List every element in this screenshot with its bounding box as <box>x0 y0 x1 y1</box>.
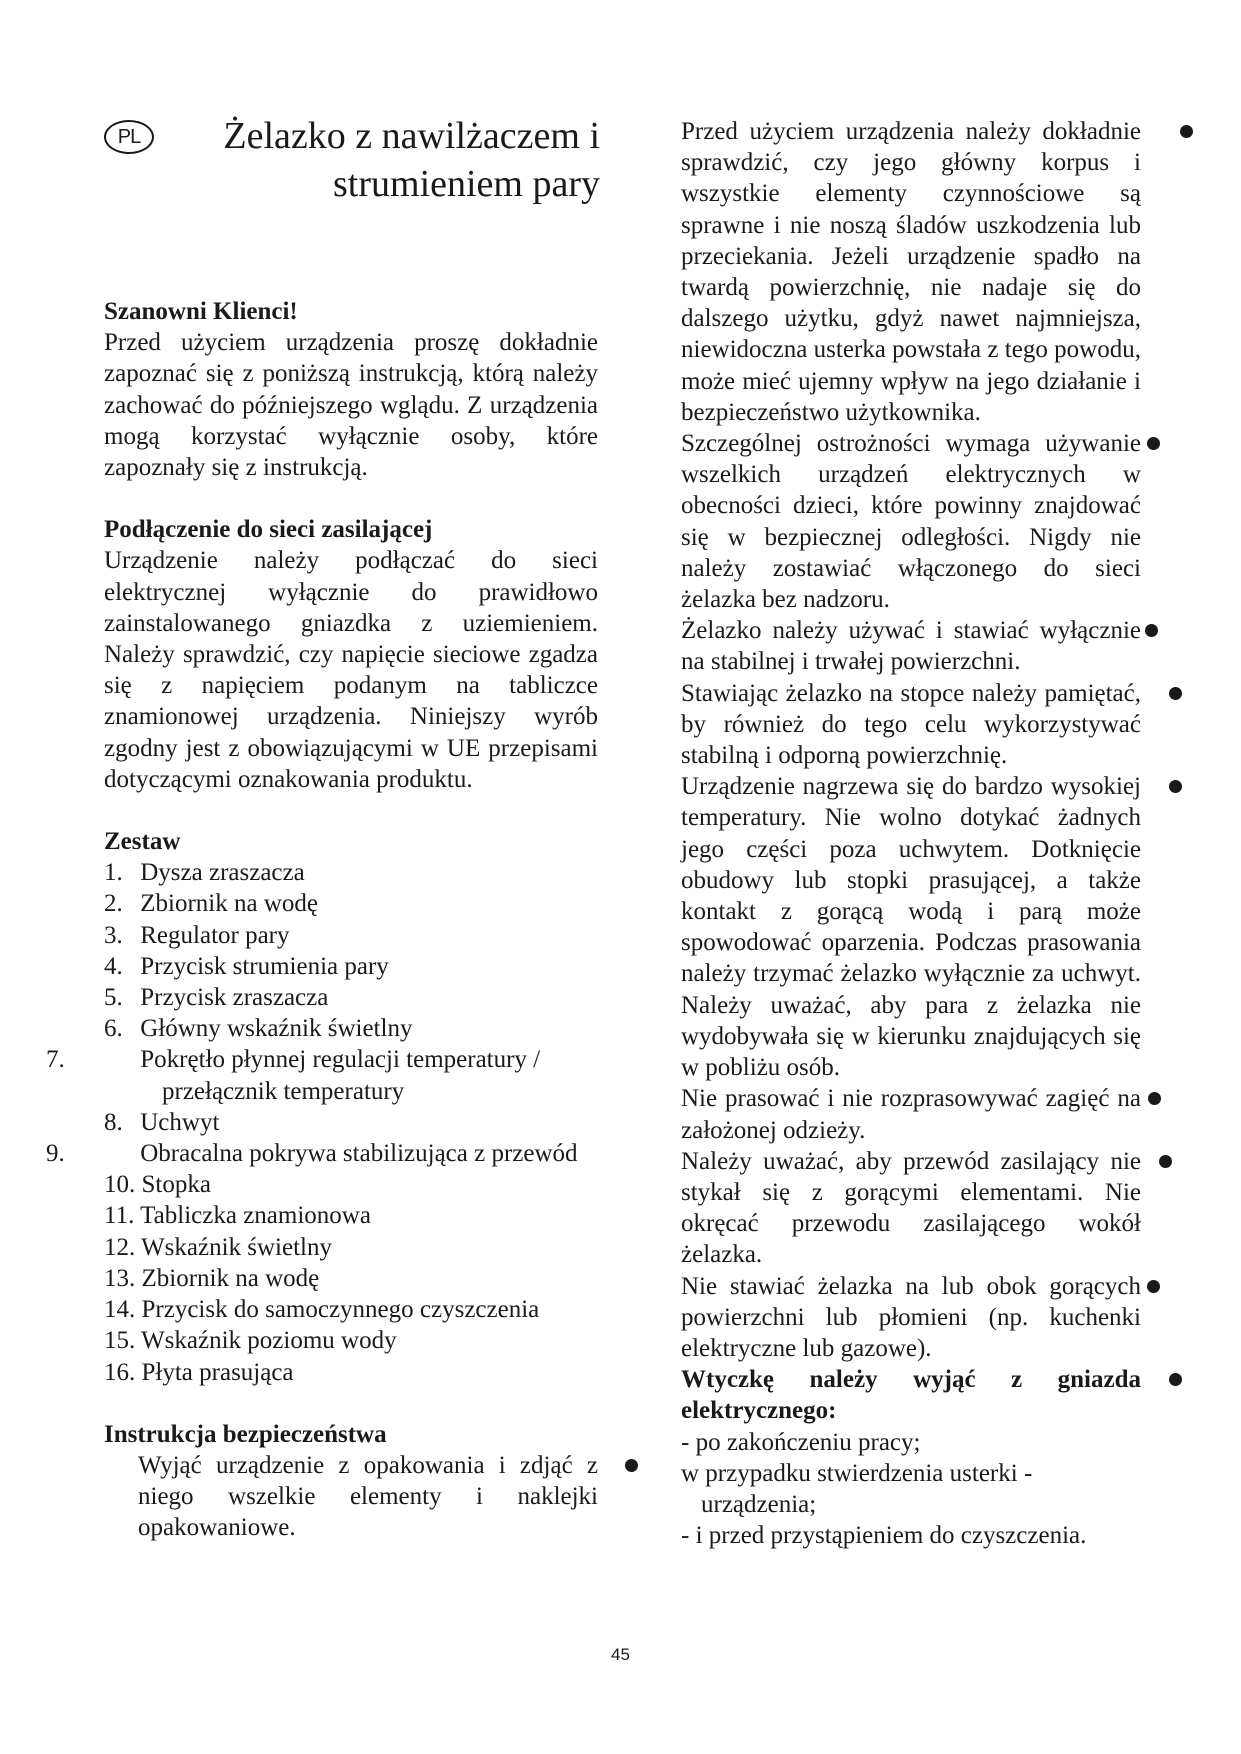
list-item: 14. Przycisk do samoczynnego czyszczenia <box>104 1296 540 1324</box>
list-item: w przypadku stwierdzenia usterki - urządzenia; <box>681 1459 1033 1518</box>
list-item: 6. Główny wskaźnik świetlny <box>104 1015 413 1043</box>
safety-first-text: Wyjąć urządzenie z opakowania i zdjąć z niego wszelkie elementy i naklejki opakowaniowe. <box>138 1451 598 1542</box>
list-item: - po zakończeniu pracy; <box>681 1428 921 1456</box>
right-column <box>681 116 1141 1551</box>
bullet-icon <box>1159 1155 1172 1168</box>
left-column <box>46 296 598 1544</box>
list-item: 7. Pokrętło płynnej regulacji temperatury / przełącznik temperatury <box>46 1046 541 1105</box>
safety-paragraph: Przed użyciem urządzenia należy dokładnie sprawdzić, czy jego główny korpus i wszystkie elementy czynnościowe są sprawne i nie noszą śladów uszkodzenia lub przeciekania. Jeżeli urządzenie spadło na twardą powierzchnię, nie nadaje się do dalszego użytku, gdyż nawet najmniejsza, niewidoczna usterka powstała z tego powodu, może mieć ujemny wpływ na jego działanie i bezpieczeństwo użytkownika. <box>681 116 1141 428</box>
safety-paragraph: Urządzenie nagrzewa się do bardzo wysokiej temperatury. Nie wolno dotykać żadnych jego części poza uchwytem. Dotknięcie obudowy lub stopki prasującej, a także kontakt z gorącą wodą i parą może spowodować oparzenia. Podczas prasowania należy trzymać żelazko wyłącznie za uchwyt. Należy uważać, aby para z żelazka nie wydobywała się w kierunku znajdujących się w pobliżu osób. <box>681 771 1141 1083</box>
list-item: 3. Regulator pary <box>104 921 290 949</box>
language-badge: PL <box>104 120 154 154</box>
bullet-icon <box>1145 624 1158 637</box>
list-item: 15. Wskaźnik poziomu wody <box>104 1327 397 1355</box>
safety-paragraph: Nie prasować i nie rozprasowywać zagięć na założonej odzieży. <box>681 1083 1141 1145</box>
list-item: 13. Zbiornik na wodę <box>104 1264 320 1292</box>
list-item: 5. Przycisk zraszacza <box>104 984 329 1012</box>
page-title <box>200 112 600 208</box>
safety-heading: Instrukcja bezpieczeństwa <box>104 1420 387 1448</box>
safety-paragraph: Stawiając żelazko na stopce należy pamiętać, by również do tego celu wykorzystywać stabilną i odporną powierzchnię. <box>681 678 1141 772</box>
kit-list <box>46 857 598 1387</box>
bullet-icon <box>1169 1373 1182 1386</box>
bullet-icon <box>1169 780 1182 793</box>
list-item: 12. Wskaźnik świetlny <box>104 1233 332 1261</box>
power-body: Urządzenie należy podłączać do sieci elektrycznej wyłącznie do prawidłowo zainstalowanego gniazdka z uziemieniem. Należy sprawdzić, czy napięcie sieciowe zgadza się z napięciem podanym na tabliczce znamionowej urządzenia. Niniejszy wyrób zgodny jest z obowiązującymi w UE przepisami dotyczącymi oznakowania produktu. <box>104 547 598 793</box>
bullet-icon <box>1147 1280 1160 1293</box>
safety-paragraph: Żelazko należy używać i stawiać wyłącznie na stabilnej i trwałej powierzchni. <box>681 615 1141 677</box>
bullet-icon <box>1180 125 1193 138</box>
safety-paragraph: Nie stawiać żelazka na lub obok gorących powierzchni lub płomieni (np. kuchenki elektryczne lub gazowe). <box>681 1271 1141 1365</box>
safety-paragraph: Należy uważać, aby przewód zasilający nie stykał się z gorącymi elementami. Nie okręcać przewodu zasilającego wokół żelazka. <box>681 1146 1141 1271</box>
list-item: 11. Tabliczka znamionowa <box>104 1202 371 1230</box>
intro-heading: Szanowni Klienci! <box>104 298 298 325</box>
bullet-icon <box>1169 687 1182 700</box>
list-item: 1. Dysza zraszacza <box>104 859 305 887</box>
list-item: 2. Zbiornik na wodę <box>104 890 318 918</box>
unplug-list <box>681 1427 1141 1552</box>
list-item: 10. Stopka <box>104 1171 211 1199</box>
list-item: - i przed przystąpieniem do czyszczenia. <box>681 1522 1087 1550</box>
power-heading: Podłączenie do sieci zasilającej <box>104 516 433 544</box>
bullet-icon <box>1147 437 1160 450</box>
bullet-icon <box>1148 1092 1161 1105</box>
intro-body: Przed użyciem urządzenia proszę dokładnie zapoznać się z poniższą instrukcją, którą należy zachować do późniejszego wglądu. Z urządzenia mogą korzystać wyłącznie osoby, które zapoznały się z instrukcją. <box>104 329 598 482</box>
page-number: 45 <box>611 1645 630 1664</box>
list-item: 8. Uchwyt <box>104 1108 220 1136</box>
unplug-heading: Wtyczkę należy wyjąć z gniazda elektrycznego: <box>681 1366 1141 1425</box>
safety-first-paragraph <box>104 1450 598 1544</box>
list-item: 9. Obracalna pokrywa stabilizująca z przewód <box>46 1140 578 1168</box>
safety-paragraph: Szczególnej ostrożności wymaga używanie wszelkich urządzeń elektrycznych w obecności dzieci, które powinny znajdować się w bezpiecznej odległości. Nigdy nie należy zostawiać włączonego do sieci żelazka bez nadzoru. <box>681 428 1141 615</box>
list-item: 16. Płyta prasująca <box>104 1358 294 1386</box>
list-item: 4. Przycisk strumienia pary <box>104 952 389 980</box>
kit-heading: Zestaw <box>104 828 181 856</box>
title-line-1: Żelazko z nawilżaczem i <box>223 115 600 157</box>
unplug-section <box>681 1364 1141 1551</box>
title-line-2: strumieniem pary <box>333 163 600 205</box>
bullet-icon <box>625 1459 638 1472</box>
